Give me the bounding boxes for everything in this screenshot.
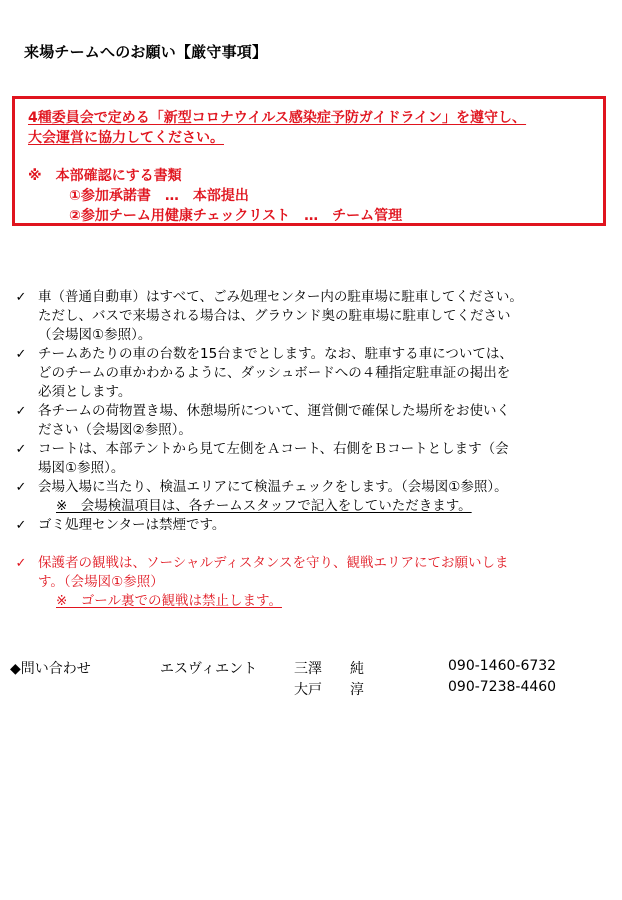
- rule-spectators: [10, 554, 614, 611]
- notice-line-documents-heading: ※ 本部確認にする書類: [28, 168, 182, 184]
- rule-subnote: ※ 会場検温項目は、各チームスタッフで記入をしていただきます。: [56, 498, 472, 514]
- rule-subnote: ※ ゴール裏での観戦は禁止します。: [56, 593, 282, 609]
- rules-list: [10, 288, 614, 611]
- guideline-notice-box: [12, 96, 606, 226]
- check-icon: ✓: [15, 556, 27, 571]
- rule-line: 必須とします。: [38, 384, 132, 400]
- rule-line: コートは、本部テントから見て左側をＡコート、右側をＢコートとします（会: [38, 441, 509, 457]
- check-icon: ✓: [15, 404, 27, 419]
- contact-name: 三澤 純: [294, 661, 364, 677]
- check-icon: ✓: [15, 290, 27, 305]
- rule-line: 車（普通自動車）はすべて、ごみ処理センター内の駐車場に駐車してください。: [38, 289, 523, 305]
- check-icon: ✓: [15, 442, 27, 457]
- rule-line: す。（会場図①参照）: [38, 574, 164, 590]
- notice-line-cooperation: 大会運営に協力してください。: [28, 130, 224, 146]
- contact-phone: 090-1460-6732: [448, 658, 557, 674]
- rule-luggage-area: [10, 402, 614, 440]
- rule-line: チームあたりの車の台数を15台までとします。なお、駐車する車については、: [38, 346, 513, 362]
- rule-line: （会場図①参照）。: [38, 327, 152, 343]
- check-icon: ✓: [15, 347, 27, 362]
- rule-line: ゴミ処理センターは禁煙です。: [38, 517, 226, 533]
- rule-line: ださい（会場図②参照）。: [38, 422, 192, 438]
- page-title: 来場チームへのお願い【厳守事項】: [24, 43, 268, 61]
- contact-name: 大戸 淳: [294, 682, 364, 698]
- notice-line-health-checklist: ②参加チーム用健康チェックリスト … チーム管理: [69, 208, 403, 224]
- rule-line: ただし、バスで来場される場合は、グラウンド奥の駐車場に駐車してください: [38, 308, 511, 324]
- rule-line: 保護者の観戦は、ソーシャルディスタンスを守り、観戦エリアにてお願いしま: [38, 555, 509, 571]
- rule-temperature-check: [10, 478, 614, 516]
- rule-line: どのチームの車かわかるように、ダッシュボードへの４種指定駐車証の掲出を: [38, 365, 511, 381]
- check-icon: ✓: [15, 518, 27, 533]
- rule-courts: [10, 440, 614, 478]
- check-icon: ✓: [15, 480, 27, 495]
- notice-line-guideline: 4種委員会で定める「新型コロナウイルス感染症予防ガイドライン」を遵守し、: [28, 110, 527, 126]
- contact-label: ◆問い合わせ: [10, 661, 91, 677]
- rule-car-limit: [10, 345, 614, 402]
- rule-no-smoking: [10, 516, 614, 535]
- contact-phone: 090-7238-4460: [448, 679, 557, 695]
- rule-line: 会場入場に当たり、検温エリアにて検温チェックをします。（会場図①参照）。: [38, 479, 508, 495]
- rule-line: 各チームの荷物置き場、休憩場所について、運営側で確保した場所をお使いく: [38, 403, 510, 419]
- rule-line: 場図①参照）。: [38, 460, 125, 476]
- contact-organization: エスヴィエント: [160, 661, 258, 677]
- rule-parking: [10, 288, 614, 345]
- notice-line-consent-form: ①参加承諾書 … 本部提出: [69, 188, 249, 204]
